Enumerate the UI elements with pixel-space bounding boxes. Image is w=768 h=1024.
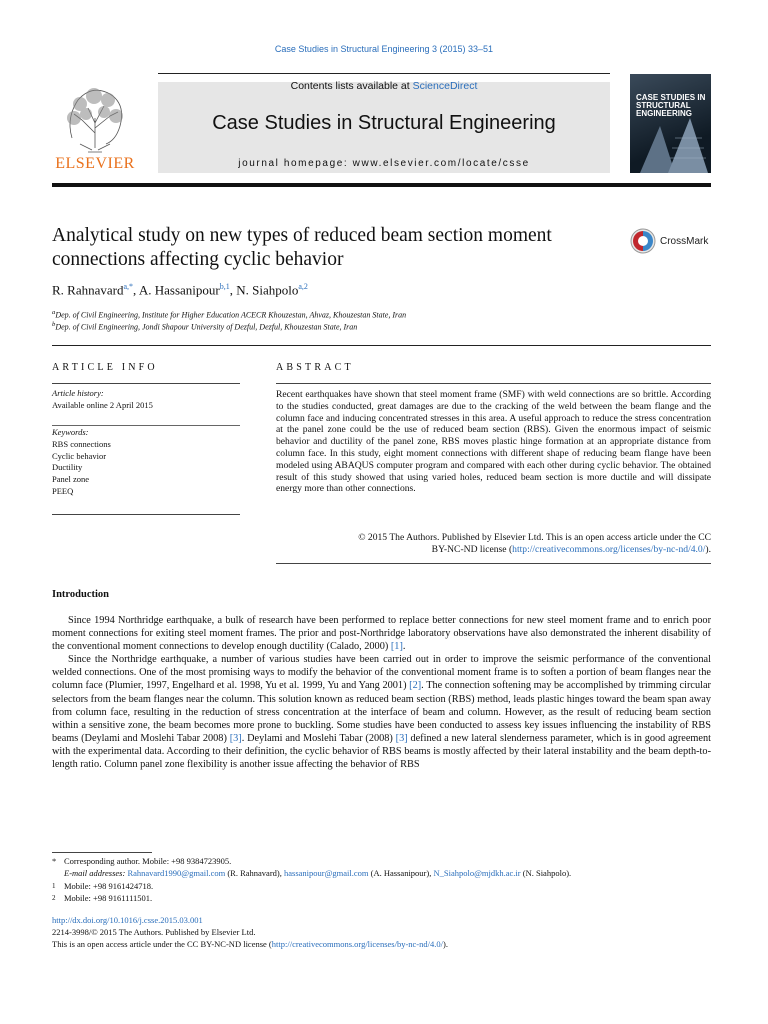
paper-title: Analytical study on new types of reduced beam section moment connections affecting cyclic behavior [52, 225, 552, 270]
footnote-emails [52, 867, 711, 879]
email-link[interactable]: N_Siahpolo@mjdkh.ac.ir [433, 868, 521, 879]
journal-title[interactable]: Case Studies in Structural Engineering [212, 112, 556, 134]
author-affiliation-mark[interactable]: a,* [123, 282, 134, 291]
citation-link[interactable]: [2] [409, 680, 422, 692]
header-bottom-rule [52, 183, 711, 187]
keywords-label: Keywords: [52, 427, 89, 437]
author-name[interactable]: A. Hassanipour [138, 282, 220, 298]
paragraph [52, 653, 711, 771]
oa-prefix: This is an open access article under the CC BY-NC-ND license ( [52, 938, 272, 949]
paragraph-text: Since the Northridge earthquake, a number of various studies have been carried out in order to improve the seismic performance of the conventional welded connections. One of the most promising ways to modify the behavior of the conventional moment frame is to soften a portion of beam flanges near the column face (Plumier, 1997, Engelhard et al. 1998, Yu et al. 1999, Yu and Yang 2001) [52, 654, 711, 692]
journal-reference-link[interactable]: Case Studies in Structural Engineering 3 (2015) 33–51 [274, 44, 494, 54]
abstract-rule [276, 563, 711, 564]
paragraph-text: defined a new lateral slenderness parameter, which is in good agreement with the experimental data. According to their definition, the cyclic behavior of RBS beams is mostly affected by their lateral instability and the beam depth-to-length ratio. Column panel zone flexibility is another issue affecting the behavior of RBS [52, 732, 711, 771]
journal-homepage [158, 158, 610, 169]
affiliation-text: Dep. of Civil Engineering, Jondi Shapour University of Dezful, Dezful, Khouzestan State, Iran [55, 322, 358, 332]
license-link[interactable]: http://creativecommons.org/licenses/by-nc-nd/4.0/ [512, 543, 706, 555]
author-separator: , [133, 282, 139, 298]
footnote-text: Mobile: +98 9161424718. [64, 880, 154, 891]
author-name[interactable]: N. Siahpolo [236, 282, 299, 298]
journal-cover-thumbnail[interactable] [630, 74, 711, 173]
affiliation-text: Dep. of Civil Engineering, Institute for Higher Education ACECR Khouzestan, Ahvaz, Khouzestan State, Iran [55, 310, 407, 320]
issn-line: 2214-3998/© 2015 The Authors. Published by Elsevier Ltd. [52, 926, 256, 937]
introduction-body [52, 614, 711, 771]
email-owner: (A. Hassanipour), [368, 868, 434, 879]
copyright-prefix: BY-NC-ND license ( [431, 543, 513, 555]
copyright-line [276, 544, 711, 556]
footnote-text: Corresponding author. Mobile: +98 9384723905. [64, 856, 232, 866]
license-link[interactable]: http://creativecommons.org/licenses/by-nc-nd/4.0/ [271, 938, 443, 949]
contents-prefix: Contents lists available at [290, 80, 413, 92]
paragraph-text: . The connection softening may be accomplished by trimming circular selectors from the beam flanges near the column. This solution known as reduced beam section (RBS) method, leads plastic hinges toward the beam span away from column face, resulting in the reduction of stress concentration at the interface of beam and column. However, as the result of reducing beam section within a sensitive zone, the beam becomes more prone to buckling. Some studies have been conducted to assess key issues influencing the instability of RBS beams (Deylami and Moslehi Tabar 2008) [52, 680, 711, 744]
contents-availability [158, 80, 610, 92]
author-separator: , [229, 282, 237, 298]
paragraph-text: . [402, 641, 406, 653]
doi-block [52, 915, 711, 951]
crossmark-icon [630, 228, 656, 254]
abstract-heading: ABSTRACT [276, 362, 354, 373]
email-label: E-mail addresses: [64, 868, 126, 879]
paragraph-text: . Deylami and Moslehi Tabar (2008) [241, 732, 396, 744]
oa-license-line [52, 939, 711, 951]
keyword-item: Panel zone [52, 474, 90, 485]
footnote-1 [52, 880, 711, 892]
keyword-item: PEEQ [52, 485, 74, 496]
oa-suffix: ). [443, 938, 448, 949]
doi-link[interactable]: http://dx.doi.org/10.1016/j.csse.2015.03.001 [52, 915, 203, 925]
author-list [52, 282, 652, 298]
author-affiliation-mark[interactable]: b,1 [219, 282, 230, 291]
footnote-2 [52, 892, 711, 904]
cover-building-icon [630, 118, 711, 173]
paragraph [52, 614, 711, 653]
footnote-text: Mobile: +98 9161111501. [64, 893, 153, 904]
abstract-rule [276, 383, 711, 384]
article-info-rule [52, 425, 240, 426]
header-top-rule [158, 73, 610, 74]
footnote-mark: 1 [52, 881, 56, 890]
affiliation-mark: b [52, 321, 56, 328]
homepage-url[interactable]: www.elsevier.com/locate/csse [352, 158, 530, 169]
copyright-suffix: ). [705, 543, 711, 555]
affiliation-mark: a [52, 309, 56, 316]
article-info-heading: ARTICLE INFO [52, 362, 158, 373]
history-label: Article history: [52, 388, 104, 398]
keyword-item: Cyclic behavior [52, 450, 107, 461]
keyword-item: RBS connections [52, 439, 111, 449]
homepage-prefix: journal homepage: [238, 158, 353, 169]
email-link[interactable]: Rahnavard1990@gmail.com [127, 868, 226, 879]
email-owner: (R. Rahnavard), [225, 868, 284, 879]
history-date: Available online 2 April 2015 [52, 400, 153, 410]
copyright-line: © 2015 The Authors. Published by Elsevier Ltd. This is an open access article under the CC [358, 532, 711, 543]
citation-link[interactable]: [1] [390, 641, 403, 653]
keywords-list [52, 439, 111, 498]
paragraph-text: Since 1994 Northridge earthquake, a bulk of research have been performed to replace better connections for new steel moment frame and to enrich poor moment connections for exiting steel moment frames. The prior and post-Northridge laboratory observations have also demonstrated the inherent disability of the conventional moment connections to develop enough ductility (Calado, 2000) [52, 615, 711, 653]
citation-link[interactable]: [3] [229, 732, 242, 744]
crossmark-label: CrossMark [660, 236, 709, 247]
cover-title: CASE STUDIES IN STRUCTURAL ENGINEERING [636, 93, 706, 118]
article-info-rule [52, 383, 240, 384]
footnote-corresponding [52, 855, 711, 867]
article-info-rule [52, 514, 240, 515]
introduction-heading: Introduction [52, 589, 109, 600]
section-divider [52, 345, 711, 346]
affiliation [52, 309, 406, 320]
email-link[interactable]: hassanipour@gmail.com [283, 868, 369, 879]
abstract-text: Recent earthquakes have shown that steel moment frame (SMF) with weld connections are so brittle. According to the studies conducted, great damages are due to the cracking of the weld between the beam flange and the column face and inducing concentrated stresses in this area. A useful approach to reduce the stress concentration at the panel zone could be the use of reduced beam section (RBS). Given the enormous impact of seismic behavior and ductility of the panel zone, RBS moves plastic hinge formation at an appropriate distance from column face. In this study, eight moment connections with different shape of reducing beam flange have been modeled using ABAQUS computer program and compared with each other during cyclic behavior. The obtained result of this study showed that using varied holes, reduced beam section is more ductile and will dissipate energy more than other connections. [276, 389, 711, 495]
abstract-copyright [276, 532, 711, 556]
author-affiliation-mark[interactable]: a,2 [298, 282, 308, 291]
affiliation [52, 321, 357, 332]
email-owner: (N. Siahpolo). [520, 868, 572, 879]
crossmark-badge[interactable] [630, 228, 715, 256]
sciencedirect-link[interactable]: ScienceDirect [412, 80, 478, 92]
footnote-mark: 2 [52, 894, 56, 903]
footnote-mark: * [52, 856, 57, 866]
footnotes [52, 855, 711, 905]
citation-link[interactable]: [3] [395, 732, 408, 744]
keyword-item: Ductility [52, 462, 83, 473]
author-name[interactable]: R. Rahnavard [52, 282, 124, 298]
footnote-rule [52, 852, 152, 853]
elsevier-wordmark[interactable]: ELSEVIER [55, 155, 135, 172]
